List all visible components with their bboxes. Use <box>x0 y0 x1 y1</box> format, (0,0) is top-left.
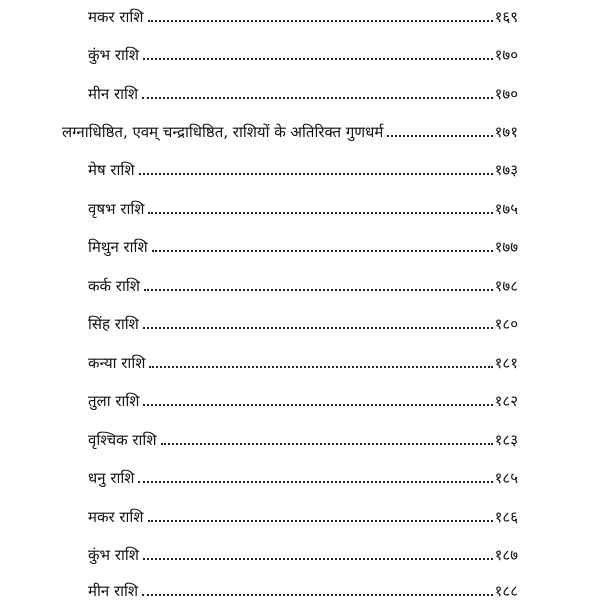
toc-entry-kanya <box>88 346 518 372</box>
toc-entry-page-number: १७० <box>494 85 518 103</box>
toc-entry-page-number: १७१ <box>494 123 518 141</box>
toc-entry-page-number: १८१ <box>494 354 518 372</box>
toc-entry-label: लग्नाधिष्ठित, एवम् चन्द्राधिष्ठित, राशियों के अतिरिक्त गुणधर्म <box>62 123 384 141</box>
toc-entry-page-number: १७० <box>494 46 518 64</box>
toc-entry-page-number: १६९ <box>494 8 518 26</box>
toc-entry-dhanu <box>88 461 518 487</box>
toc-entry-kumbh-1 <box>88 38 518 64</box>
toc-entry-page-number: १८८ <box>494 582 518 600</box>
toc-entry-label: मकर राशि <box>88 8 144 26</box>
toc-entry-mesh <box>88 153 518 179</box>
toc-entry-page-number: १८७ <box>494 546 518 564</box>
dot-leader <box>387 135 492 137</box>
toc-entry-mithun <box>88 230 518 256</box>
dot-leader <box>138 481 492 483</box>
toc-entry-label: धनु राशि <box>88 469 135 487</box>
toc-entry-label: वृषभ राशि <box>88 200 145 218</box>
toc-entry-page-number: १७५ <box>494 200 518 218</box>
toc-entry-tula <box>88 384 518 410</box>
toc-entry-page-number: १८५ <box>494 469 518 487</box>
toc-entry-page-number: १७८ <box>494 277 518 295</box>
toc-entry-label: कुंभ राशि <box>88 46 139 64</box>
dot-leader <box>143 404 492 406</box>
toc-entry-makar-1 <box>88 0 518 26</box>
dot-leader <box>148 20 493 22</box>
dot-leader <box>148 520 493 522</box>
toc-entry-label: कर्क राशि <box>88 277 140 295</box>
toc-entry-kumbh-2 <box>88 538 518 564</box>
toc-entry-meen-1 <box>88 77 518 103</box>
dot-leader <box>161 443 493 445</box>
toc-entry-label: वृश्चिक राशि <box>88 431 157 449</box>
toc-entry-label: मीन राशि <box>88 85 139 103</box>
toc-entry-label: मीन राशि <box>88 582 139 600</box>
toc-entry-label: तुला राशि <box>88 392 140 410</box>
toc-section-heading <box>62 115 518 141</box>
toc-entry-meen-2 <box>88 574 518 600</box>
dot-leader <box>143 58 493 60</box>
dot-leader <box>142 97 493 99</box>
toc-entry-page-number: १८० <box>494 315 518 333</box>
toc-entry-label: मकर राशि <box>88 508 144 526</box>
toc-entry-label: मिथुन राशि <box>88 238 148 256</box>
dot-leader <box>143 558 493 560</box>
toc-entry-page-number: १७३ <box>494 161 518 179</box>
toc-entry-page-number: १८२ <box>494 392 518 410</box>
toc-entry-label: सिंह राशि <box>88 315 139 333</box>
toc-entry-vrishabh <box>88 192 518 218</box>
toc-entry-makar-2 <box>88 500 518 526</box>
toc-entry-page-number: १८३ <box>494 431 518 449</box>
toc-entry-page-number: १८६ <box>494 508 518 526</box>
dot-leader <box>139 173 493 175</box>
toc-entry-label: कुंभ राशि <box>88 546 139 564</box>
dot-leader <box>152 250 493 252</box>
dot-leader <box>143 327 493 329</box>
toc-entry-singh <box>88 307 518 333</box>
toc-entry-vrishchik <box>88 423 518 449</box>
toc-entry-label: मेष राशि <box>88 161 135 179</box>
dot-leader <box>144 289 493 291</box>
dot-leader <box>142 594 493 596</box>
dot-leader <box>148 212 492 214</box>
toc-entry-label: कन्या राशि <box>88 354 146 372</box>
dot-leader <box>149 366 492 368</box>
toc-entry-page-number: १७७ <box>494 238 518 256</box>
toc-entry-kark <box>88 269 518 295</box>
